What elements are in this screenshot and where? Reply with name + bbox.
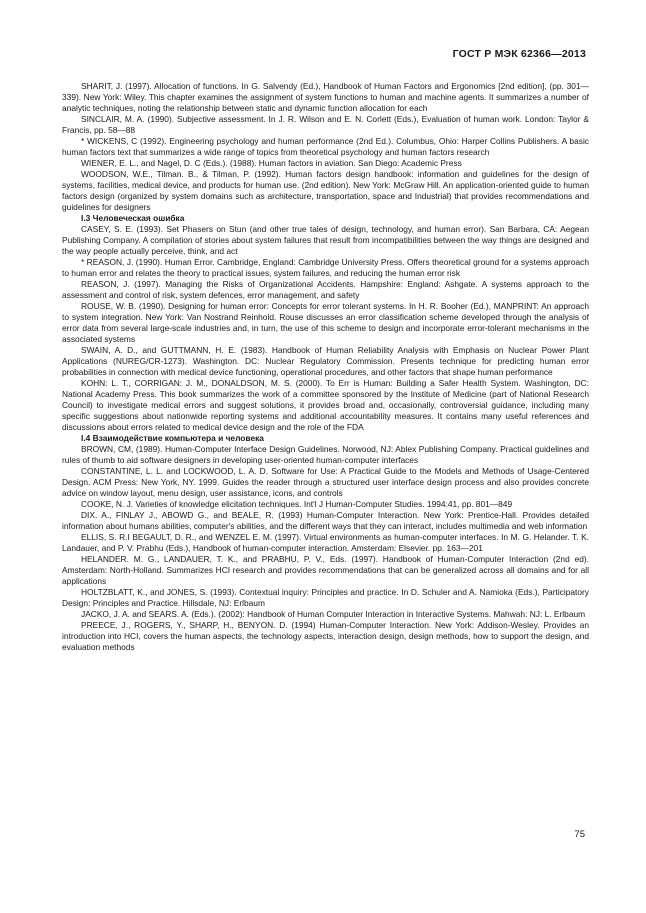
reference-entry: ELLIS, S. R.I BEGAULT, D. R., and WENZEL E. M. (1997). Virtual environments as human-computer interfaces. In M. G. Helander. T. K. Landauer, and P. V. Prabhu (Eds.), Handbook of human-computer interaction. Amsterdam: Elsevier. pp. 163—201 bbox=[62, 532, 589, 553]
reference-entry: WIENER, E. L., and Nagel, D. C (Eds.). (1988). Human factors in aviation. San Diego: Academic Press bbox=[81, 158, 462, 168]
reference-entry: CONSTANTINE, L. L. and LOCKWOOD, L. A. D. Software for Use: A Practical Guide to the Models and Methods of Usage-Centered Design. ACM Press: New York, NY. 1999. Guides the reader through a structured user interface design process and also provides concrete advice on window layout, menu design, user assistance, icons, and controls bbox=[62, 466, 589, 498]
reference-entry: PREECE, J., ROGERS, Y., SHARP, H., BENYON. D. (1994) Human-Computer Interaction. New York: Addison-Wesley. Provides an introduction into HCI, covers the human aspects, the technology aspects, interaction design, design methods, how to support the design, and evaluation methods bbox=[62, 620, 589, 652]
reference-entry: COOKE, N. J. Varieties of knowledge elicitation techniques. Int'l J Human-Computer Studies. 1994:41, pp. 801—849 bbox=[81, 499, 513, 509]
section-heading-human-error: I.3 Человеческая ошибка bbox=[81, 213, 185, 223]
page-number: 75 bbox=[574, 829, 585, 840]
reference-entry: HELANDER. M. G., LANDAUER, T. K., and PRABHU, P. V., Eds. (1997). Handbook of Human-Computer Interaction (2nd ed). Amsterdam: North-Holland. Summarizes HCI research and provides recommendations that can be generalized across all domains and for all applications bbox=[62, 554, 589, 586]
reference-entry: SWAIN, A. D., and GUTTMANN, H. E. (1983). Handbook of Human Reliability Analysis with Emphasis on Nuclear Power Plant Applications (NUREG/CR-1273). Washington. DC: Nuclear Regulatory Commission. Presents technique for predicting human error probabilities in connection with medical device functioning, operational procedures, and other factors that shape human performance bbox=[62, 345, 589, 377]
reference-list bbox=[62, 81, 589, 653]
reference-entry: ROUSE, W. B. (1990). Designing for human error: Concepts for error tolerant systems. In H. R. Booher (Ed.), MANPRINT: An approach to system integration. New York: Van Nostrand Reinhold. Rouse discusses an error classification scheme developed through the analysis of error data from several large-scale industries and, in turn, the use of this scheme to design and incorporate error-tolerant mechanisms in the associated systems bbox=[62, 301, 589, 344]
reference-entry: SINCLAIR, M. A. (1990). Subjective assessment. In J. R. Wilson and E. N. Corlett (Eds.), Evaluation of human work. London: Taylor & Francis, pp. 58—88 bbox=[62, 114, 589, 135]
reference-entry: * WICKENS, C (1992). Engineering psychology and human performance (2nd Ed.). Columbus, Ohio: Harper Collins Publishers. A basic human factors text that summarizes a wide range of topics from theoretical psychology and human factors research bbox=[62, 136, 589, 157]
section-heading-hci: I.4 Взаимодействие компьютера и человека bbox=[81, 433, 264, 443]
reference-entry: SHARIT, J. (1997). Allocation of functions. In G. Salvendy (Ed.), Handbook of Human Factors and Ergonomics [2nd edition], (pp. 301—339). New York: Wiley. This chapter examines the assignment of system functions to human and machine agents. It summarizes a number of analytic techniques, noting the relationship between static and dynamic function allocation for each bbox=[62, 81, 589, 113]
reference-entry: CASEY, S. E. (1993). Set Phasers on Stun (and other true tales of design, technology, and human error). San Barbara, CA: Aegean Publishing Company. A compilation of stories about system failures that result from incompatibilities between the way things are designed and the way people actually perceive, think, and act bbox=[62, 224, 589, 256]
reference-entry: JACKO, J. A. and SEARS. A. (Eds.). (2002): Handbook of Human Computer Interaction in Interactive Systems. Mahwah: NJ: L. Erlbaum bbox=[81, 609, 586, 619]
reference-entry: WOODSON, W.E., Tilman. B., & Tilman, P. (1992). Human factors design handbook: information and guidelines for the design of systems, facilities, medical device, and products for human use. (2nd edition). New York: McGraw Hill. An application-oriented guide to human factors design (organized by system domains such as architecture, transportation, space and Industrial) that provides recommendations and guidelines for designers bbox=[62, 169, 589, 212]
reference-entry: REASON, J. (1997). Managing the Risks of Organizational Accidents. Hampshire: England: Ashgate. A systems approach to the assessment and control of risk, system defences, error management, and safety bbox=[62, 279, 589, 300]
reference-entry: KOHN: L. T., CORRIGAN: J. M., DONALDSON, M. S. (2000). To Err is Human: Building a Safer Health System. Washington, DC: National Academy Press. This book summarizes the work of a committee sponsored by the Institute of Medicine (part of National Research Council) to investigate medical errors and suggest solutions, it provides broad and, occasionally, controversial guidance, including many specific suggestions about nationwide reporting systems and additional accountability measures. It contains many useful references and discussions about errors related to medical device design and the role of the FDA bbox=[62, 378, 589, 432]
reference-entry: * REASON, J. (1990). Human Error. Cambridge, England: Cambridge University Press. Offers theoretical ground for a systems approach to human error and relates the theory to practical issues, system failures, and reducing the human error risk bbox=[62, 257, 589, 278]
reference-entry: HOLTZBLATT, K., and JONES, S. (1993). Contextual inquiry: Principles and practice. In D. Schuler and A. Namioka (Eds.), Participatory Design: Principles and Practice. Hillsdale, NJ: Erlbaum bbox=[62, 587, 589, 608]
standard-header: ГОСТ Р МЭК 62366—2013 bbox=[452, 48, 586, 60]
reference-entry: DIX. A., FINLAY J., ABOWD G., and BEALE, R. (1993) Human-Computer Interaction. New York: Prentice-Hall. Provides detailed information about humans abilities, computer's abilities, and the different ways that they can interact, includes multimedia and web information bbox=[62, 510, 589, 531]
reference-entry: BROWN, CM, (1989). Human-Computer Interface Design Guidelines. Norwood, NJ: Ablex Publishing Company. Practical guidelines and rules of thumb to aid software designers in developing user-oriented human-computer interfaces bbox=[62, 444, 589, 465]
